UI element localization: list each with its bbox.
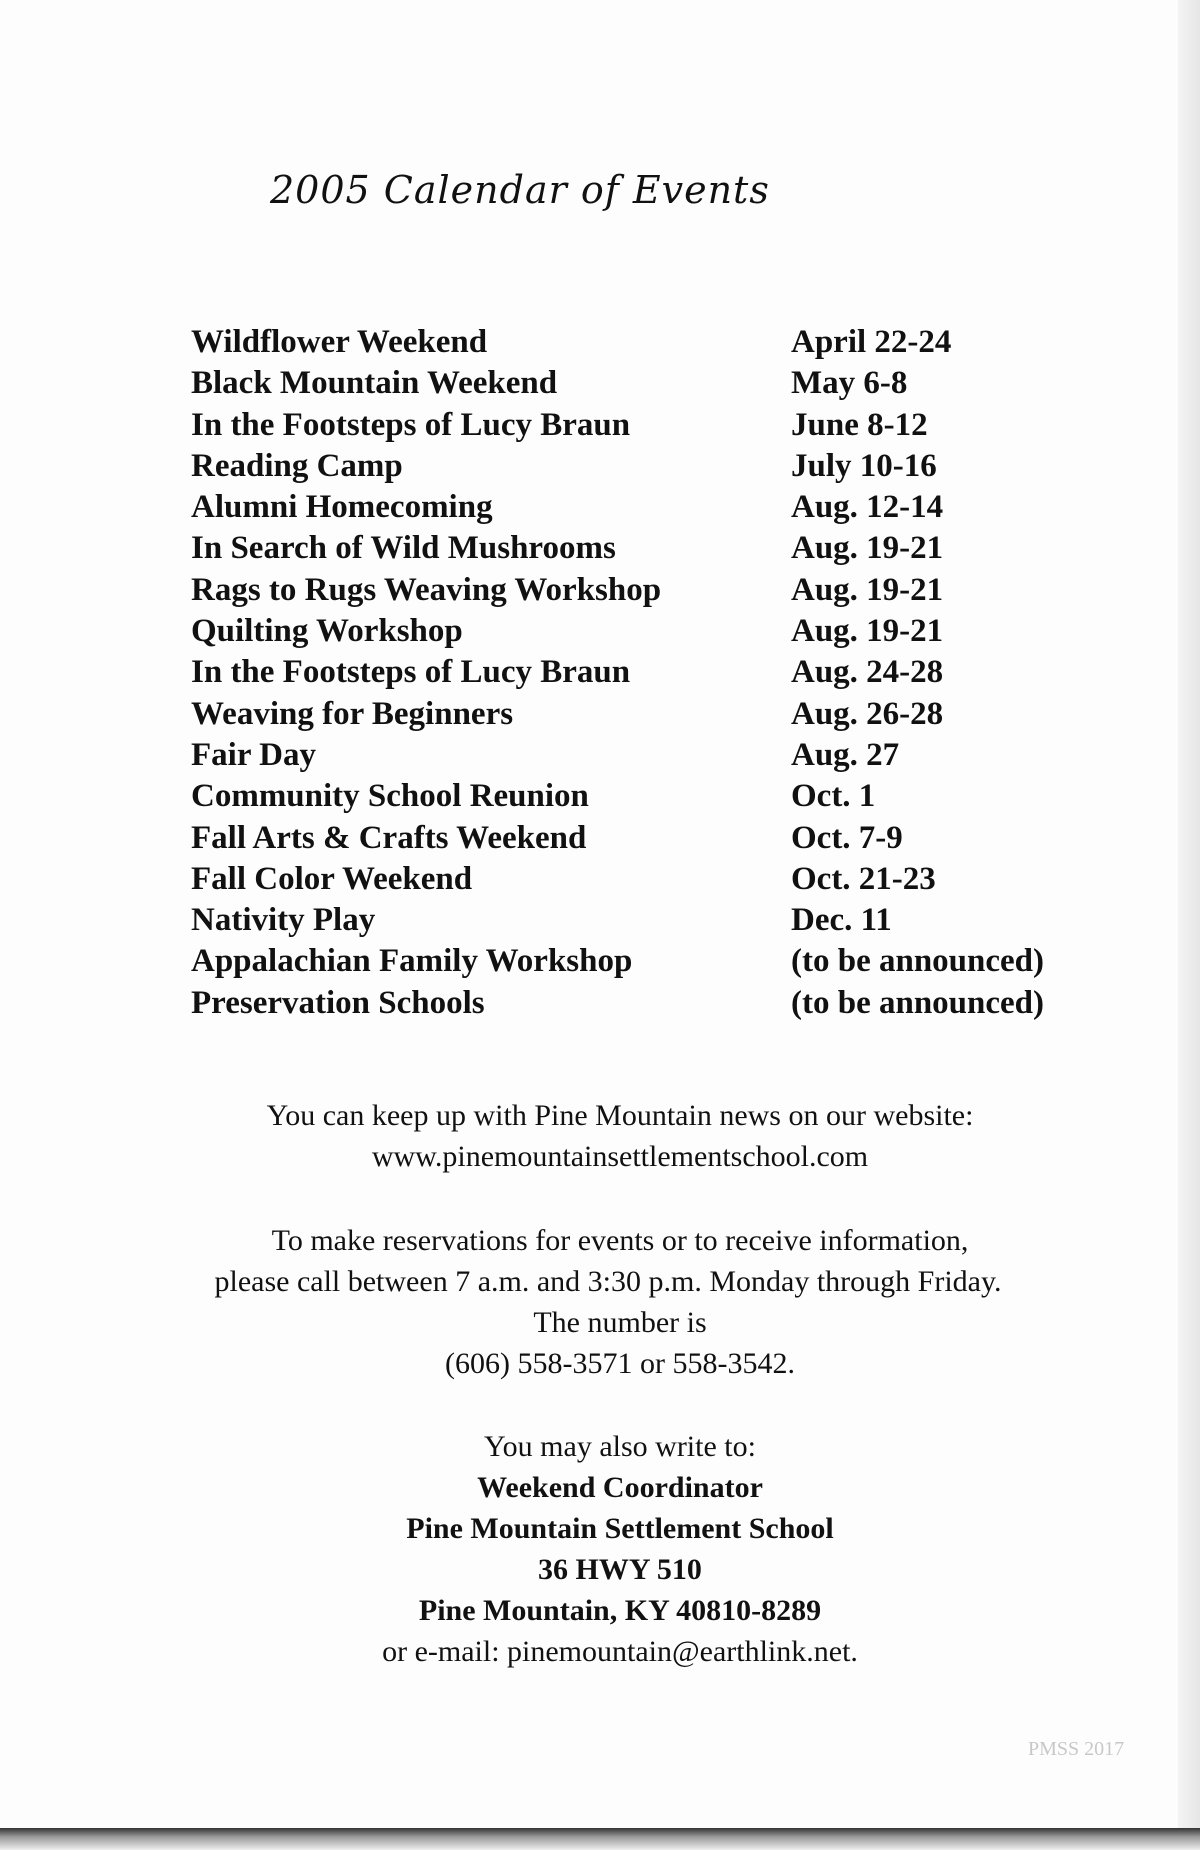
event-date: Oct. 1 — [791, 778, 876, 815]
address-line-1: Weekend Coordinator — [477, 1471, 763, 1504]
event-row — [191, 983, 1111, 1024]
event-date: July 10-16 — [791, 447, 937, 484]
event-name: Preservation Schools — [191, 984, 485, 1021]
address-intro: You may also write to: — [484, 1430, 756, 1463]
event-name: Quilting Workshop — [191, 613, 463, 650]
event-name: Community School Reunion — [191, 778, 589, 815]
event-row — [191, 405, 1111, 446]
address-line-3: 36 HWY 510 — [538, 1553, 702, 1586]
event-name: Weaving for Beginners — [191, 695, 514, 732]
event-row — [191, 859, 1111, 900]
event-name: Fall Color Weekend — [191, 860, 473, 897]
event-date: (to be announced) — [791, 943, 1045, 980]
event-name: Reading Camp — [191, 447, 403, 484]
event-row — [191, 446, 1111, 487]
event-name: Alumni Homecoming — [191, 489, 493, 526]
address-line-2: Pine Mountain Settlement School — [406, 1512, 834, 1545]
event-date: Aug. 19-21 — [791, 571, 944, 608]
event-date: April 22-24 — [791, 324, 952, 360]
website-note: You can keep up with Pine Mountain news on our website: — [266, 1099, 974, 1132]
event-name: In the Footsteps of Lucy Braun — [191, 406, 631, 443]
event-date: May 6-8 — [791, 365, 908, 402]
event-row — [191, 570, 1111, 611]
event-row — [191, 694, 1111, 735]
event-date: (to be announced) — [791, 984, 1045, 1021]
event-name: In Search of Wild Mushrooms — [191, 530, 616, 567]
event-date: Oct. 7-9 — [791, 819, 903, 856]
page-bottom-edge — [0, 1828, 1200, 1850]
reservation-line-3: The number is — [533, 1306, 707, 1339]
website-url: www.pinemountainsettlementschool.com — [371, 1140, 869, 1173]
reservation-line-2: please call between 7 a.m. and 3:30 p.m. Monday through Friday. — [214, 1265, 1002, 1298]
event-date: Oct. 21-23 — [791, 860, 936, 897]
event-name: Fall Arts & Crafts Weekend — [191, 819, 587, 856]
event-row — [191, 776, 1111, 817]
event-date: Aug. 26-28 — [791, 695, 944, 732]
address-line-4: Pine Mountain, KY 40810-8289 — [418, 1594, 822, 1627]
event-row — [191, 528, 1111, 569]
event-row — [191, 941, 1111, 982]
watermark: PMSS 2017 — [1028, 1738, 1125, 1760]
event-name: Appalachian Family Workshop — [191, 943, 633, 980]
event-row — [191, 652, 1111, 693]
event-row — [191, 611, 1111, 652]
event-date: Dec. 11 — [791, 902, 892, 939]
event-name: Rags to Rugs Weaving Workshop — [191, 571, 662, 608]
event-date: Aug. 24-28 — [791, 654, 944, 691]
event-date: Aug. 12-14 — [791, 489, 944, 526]
event-name: Black Mountain Weekend — [191, 365, 558, 402]
event-row — [191, 322, 1111, 363]
event-row — [191, 818, 1111, 859]
reservation-line-1: To make reservations for events or to receive information, — [271, 1224, 969, 1257]
event-name: Wildflower Weekend — [191, 324, 488, 360]
event-date: Aug. 27 — [791, 736, 900, 773]
event-name: In the Footsteps of Lucy Braun — [191, 654, 631, 691]
event-name: Nativity Play — [191, 902, 376, 939]
event-row — [191, 363, 1111, 404]
events-list — [191, 322, 1111, 1024]
event-row — [191, 900, 1111, 941]
email-line: or e-mail: pinemountain@earthlink.net. — [382, 1635, 858, 1668]
event-date: Aug. 19-21 — [791, 530, 944, 567]
page-title: 2005 Calendar of Events — [270, 168, 770, 212]
event-row — [191, 487, 1111, 528]
event-name: Fair Day — [191, 736, 316, 773]
event-row — [191, 735, 1111, 776]
phone-numbers: (606) 558-3571 or 558-3542. — [445, 1347, 795, 1380]
event-date: Aug. 19-21 — [791, 613, 944, 650]
event-date: June 8-12 — [791, 406, 928, 443]
